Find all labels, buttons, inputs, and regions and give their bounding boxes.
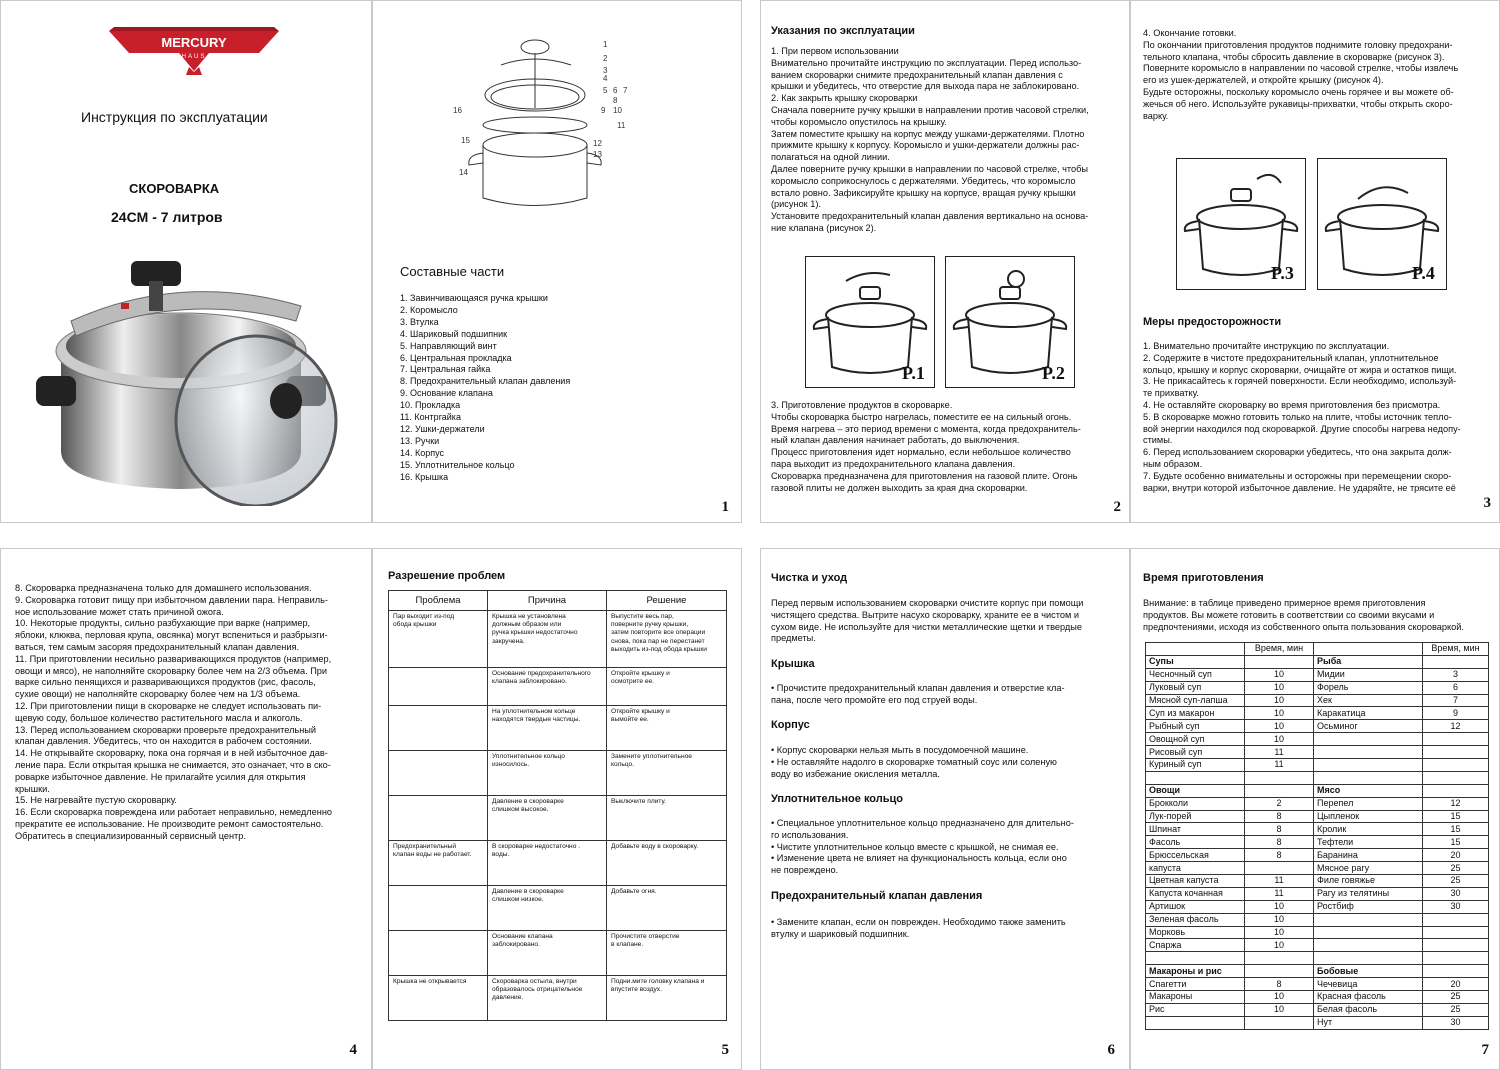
dish-cell: Чечевица [1314, 978, 1423, 991]
dish-cell: Спаржа [1146, 939, 1245, 952]
dish-cell [1314, 746, 1423, 759]
table-row: Пар выходит из-под обода крышки Крышка не установлена должным образом или ручка крышки недостаточно закручена. Выпустите весь пар, поверните ручку крышки, затем повторите все операции снова, пока пар не перестанет выходить из-под обода крышки [389, 611, 727, 668]
diagram-num: 2 [603, 54, 608, 63]
subsection-heading: Крышка [771, 658, 815, 670]
time-cell: 20 [1423, 849, 1489, 862]
time-cell [1423, 913, 1489, 926]
usage-text: 1. При первом использовании Внимательно прочитайте инструкцию по эксплуатации. Перед использо- ванием скороварки снимите предохранительный клапан давления с крышки и убедитесь, что отверстие для выхода пара не заблокировано. 2. Как закрыть крышку скороварки Сначала поверните ручку крышки в направлении против часовой стрелки, чтобы коромысло опустилось на крышку. Затем поместите крышку на корпус между ушками-держателями. Плотно прижмите крышку к корпусу. Коромысло и ушки-держатели должны рас- полагаться на одной линии. Далее поверните ручку крышки в направлении по часовой стрелке, чтобы коромысло соприкоснулось с держателями. Убедитесь, что коромысло встало ровно. Зафиксируйте крышку на корпусе, вращая ручку крышки (рисунок 1). Установите предохранительный клапан давления вертикально на основа- ние клапана (рисунок 2). [771, 46, 1089, 233]
dish-cell: Чесночный суп [1146, 668, 1245, 681]
dish-cell: Нут [1314, 1016, 1423, 1029]
dish-cell: Мидии [1314, 668, 1423, 681]
figure-1 [805, 256, 935, 388]
dish-cell: Белая фасоль [1314, 1003, 1423, 1016]
dish-cell: Рыба [1314, 655, 1423, 668]
table-row: Давление в скороварке слишком низкое. Добавьте огня. [389, 886, 727, 931]
time-cell: 8 [1245, 810, 1314, 823]
diagram-num: 9 [601, 106, 606, 115]
list-item: 7. Центральная гайка [400, 364, 491, 375]
time-cell: 15 [1423, 823, 1489, 836]
time-cell: 30 [1423, 900, 1489, 913]
column-header: Проблема [389, 591, 488, 611]
time-cell [1423, 771, 1489, 784]
table-row: Уплотнительное кольцо износилось. Замените уплотнительное кольцо. [389, 751, 727, 796]
figure-4 [1317, 158, 1447, 290]
time-cell [1245, 784, 1314, 797]
list-item: 5. Направляющий винт [400, 340, 497, 351]
page-number: 7 [1481, 1042, 1489, 1058]
dish-cell: Красная фасоль [1314, 991, 1423, 1004]
table-row [1146, 900, 1489, 913]
table-row [1146, 823, 1489, 836]
time-cell: 10 [1245, 991, 1314, 1004]
dish-cell: Мясной суп-лапша [1146, 694, 1245, 707]
table-row [1146, 733, 1489, 746]
time-cell: 8 [1245, 978, 1314, 991]
time-cell: 11 [1245, 887, 1314, 900]
dish-cell: Зеленая фасоль [1146, 913, 1245, 926]
table-row [1146, 784, 1489, 797]
cooking-time-note: Внимание: в таблице приведено примерное время приготовления продуктов. Вы можете готовить в соответствии со своими вкусами и предпочтениями, исходя из собственного опыта пользования скороваркой. [1143, 598, 1464, 632]
dish-cell: Баранина [1314, 849, 1423, 862]
figure-label: P.2 [1042, 363, 1065, 383]
time-cell: 10 [1245, 694, 1314, 707]
page-number: 3 [1483, 495, 1491, 511]
pressure-cooker-photo [31, 251, 341, 506]
brand-sub: HAUS [181, 54, 207, 60]
dish-cell: Рагу из телятины [1314, 887, 1423, 900]
time-cell: 10 [1245, 681, 1314, 694]
page-number: 6 [1107, 1042, 1115, 1058]
figure-label: P.4 [1412, 263, 1435, 283]
list-item: 13. Ручки [400, 435, 440, 446]
dish-cell: Капуста кочанная [1146, 887, 1245, 900]
dish-cell: Цветная капуста [1146, 875, 1245, 888]
list-item: 10. Прокладка [400, 400, 461, 411]
troubleshooting-table [388, 590, 727, 1021]
time-cell: 8 [1245, 823, 1314, 836]
section-heading: Чистка и уход [771, 572, 848, 584]
brand-logo [109, 23, 279, 83]
finish-text: 4. Окончание готовки. По окончании приготовления продуктов поднимите головку предохрани- тельного клапана, чтобы сбросить давление в скороварке (рисунок 3). Поверните коромысло в направлении по часовой стрелке, чтобы извлечь его из ушек-держателей, и откройте крышку (рисунок 4). Будьте осторожны, поскольку коромысло очень горячее и вы можете об- жечься об него. Используйте рукавицы-прихватки, чтобы открыть скоро- варку. [1143, 28, 1459, 121]
list-item: 16. Крышка [400, 471, 449, 482]
dish-cell [1314, 759, 1423, 772]
parts-list [400, 293, 570, 484]
table-row: Основание предохранительного клапана заблокировано. Откройте крышку и осмотрите ее. [389, 668, 727, 706]
page-7 [1130, 548, 1500, 1070]
list-item: 15. Уплотнительное кольцо [400, 459, 515, 470]
page-1 [372, 0, 742, 523]
table-row [1146, 1003, 1489, 1016]
time-cell: 30 [1423, 887, 1489, 900]
dish-cell: Филе говяжье [1314, 875, 1423, 888]
diagram-num: 6 [613, 86, 618, 95]
dish-cell: Бобовые [1314, 965, 1423, 978]
table-row [1146, 655, 1489, 668]
dish-cell: Артишок [1146, 900, 1245, 913]
time-cell: 10 [1245, 707, 1314, 720]
dish-cell [1314, 939, 1423, 952]
dish-cell: Цыпленок [1314, 810, 1423, 823]
dish-cell: Рисовый суп [1146, 746, 1245, 759]
time-cell: 25 [1423, 875, 1489, 888]
page-2 [760, 0, 1130, 523]
list-item: 9. Основание клапана [400, 388, 493, 399]
diagram-num: 15 [461, 136, 470, 145]
table-row [1146, 939, 1489, 952]
table-row: Основание клапана заблокировано. Прочистите отверстие в клапане. [389, 931, 727, 976]
dish-cell: Брюссельская [1146, 849, 1245, 862]
product-size: 24CM - 7 литров [111, 209, 223, 225]
list-item: 8. Предохранительный клапан давления [400, 376, 571, 387]
section-heading: Время приготовления [1143, 572, 1264, 584]
dish-cell: Рыбный суп [1146, 720, 1245, 733]
page-number: 2 [1113, 499, 1121, 515]
diagram-num: 12 [593, 139, 602, 148]
dish-cell: Каракатица [1314, 707, 1423, 720]
list-item: 1. Завинчивающаяся ручка крышки [400, 293, 548, 303]
time-cell: 8 [1245, 849, 1314, 862]
figure-3 [1176, 158, 1306, 290]
table-row [1146, 746, 1489, 759]
cooker-figure-icon [806, 257, 934, 387]
time-cell: 12 [1423, 720, 1489, 733]
time-cell: 10 [1245, 900, 1314, 913]
time-cell: 8 [1245, 836, 1314, 849]
time-cell: 11 [1245, 759, 1314, 772]
time-cell: 10 [1245, 720, 1314, 733]
section-heading: Указания по эксплуатации [771, 25, 915, 37]
time-cell: 20 [1423, 978, 1489, 991]
time-cell: 10 [1245, 926, 1314, 939]
table-row [1146, 875, 1489, 888]
dish-cell: Супы [1146, 655, 1245, 668]
time-cell: 10 [1245, 913, 1314, 926]
dish-cell: Овощи [1146, 784, 1245, 797]
dish-cell: Шпинат [1146, 823, 1245, 836]
subsection-heading: Предохранительный клапан давления [771, 890, 983, 902]
list-item: 4. Шариковый подшипник [400, 328, 508, 339]
page-4 [0, 548, 372, 1070]
time-cell [1245, 965, 1314, 978]
dish-cell: капуста [1146, 862, 1245, 875]
valve-care-text: • Замените клапан, если он поврежден. Необходимо также заменить втулку и шариковый подшипник. [771, 917, 1066, 939]
time-cell [1423, 759, 1489, 772]
time-cell [1245, 952, 1314, 965]
dish-cell [1314, 952, 1423, 965]
table-row: Предохранительный клапан воды не работает. В скороварке недостаточно . воды. Добавьте воду в скороварку. [389, 841, 727, 886]
table-row [1146, 681, 1489, 694]
diagram-num: 7 [623, 86, 628, 95]
time-cell: 25 [1423, 1003, 1489, 1016]
table-row [1146, 849, 1489, 862]
diagram-num: 3 [603, 66, 608, 75]
time-cell [1423, 784, 1489, 797]
time-cell: 15 [1423, 836, 1489, 849]
column-header: Решение [607, 591, 727, 611]
table-row [1146, 862, 1489, 875]
time-cell: 2 [1245, 797, 1314, 810]
figure-2 [945, 256, 1075, 388]
dish-cell: Осьминог [1314, 720, 1423, 733]
diagram-num: 4 [603, 74, 608, 83]
dish-cell: Морковь [1146, 926, 1245, 939]
dish-cell: Хек [1314, 694, 1423, 707]
dish-cell: Рис [1146, 1003, 1245, 1016]
time-cell: 6 [1423, 681, 1489, 694]
time-cell: 10 [1245, 939, 1314, 952]
time-cell: 11 [1245, 875, 1314, 888]
diagram-num: 16 [453, 106, 462, 115]
table-row [1146, 887, 1489, 900]
precautions-continued-text: 8. Скороварка предназначена только для домашнего использования. 9. Скороварка готовит пищу при избыточном давлении пара. Неправиль- ное использование может стать причиной ожога. 10. Некоторые продукты, сильно разбухающие при варке (например, яблоки, клюква, перловая крупа, овсянка) могут вспениться и разбрызги- ваться, тем самым засоряя предохранительный клапан давления. 11. При приготовлении несильно разваривающихся продуктов (например, овощи и мясо), не наполняйте скороварку более чем на 2/3 объема. При варке сильно пенящихся и разваривающихся продуктов (рис, фасоль, сухие овощи) не наполняйте скороварку более чем на 1/3 объема. 12. При приготовлении пищи в скороварке не следует использовать пи- щевую соду, большое количество растительного масла и алкоголь. 13. Перед использованием скороварки проверьте предохранительный клапан давления. Убедитесь, что он находится в рабочем состоянии. 14. Не открывайте скороварку, пока она горячая и в ней избыточное дав- ление пара. Если открытая крышка не снимается, это означает, что в ско- роварке избыточное давление. Не прилагайте усилия для открытия крышки. 15. Не нагревайте пустую скороварку. 16. Если скороварка повреждена или работает неправильно, немедленно прекратите ее использование. Не производите ремонт самостоятельно. Обратитесь в специализированный сервисный центр. [15, 583, 333, 841]
table-row [1146, 759, 1489, 772]
table-row [1146, 913, 1489, 926]
table-row [1146, 952, 1489, 965]
cooker-figure-icon [946, 257, 1074, 387]
time-cell [1423, 655, 1489, 668]
precautions-text: 1. Внимательно прочитайте инструкцию по эксплуатации. 2. Содержите в чистоте предохранительный клапан, уплотнительное кольцо, крышку и корпус скороварки, очищайте от жира и остатков пищи. 3. Не прикасайтесь к горячей поверхности. Если необходимо, используй- те прихватку. 4. Не оставляйте скороварку во время приготовления без присмотра. 5. В скороварке можно готовить только на плите, чтобы источник тепло- вой энергии находился под скороваркой. Другие способы нагрева недопу- стимы. 6. Перед использованием скороварки убедитесь, что она закрыта долж- ным образом. 7. Будьте особенно внимательны и осторожны при перемещении скоро- варки, внутри которой избыточное давление. Не ударяйте, не трясите её [1143, 341, 1461, 493]
table-row [1146, 771, 1489, 784]
cooker-figure-icon [1177, 159, 1305, 289]
dish-cell: Куриный суп [1146, 759, 1245, 772]
dish-cell: Перепел [1314, 797, 1423, 810]
dish-cell [1146, 952, 1245, 965]
table-row [1146, 720, 1489, 733]
body-care-text: • Корпус скороварки нельзя мыть в посудомоечной машине. • Не оставляйте надолго в скороварке томатный соус или соленую воду во избежание окисления металла. [771, 745, 1057, 779]
table-row: На уплотнительном кольце находятся твердые частицы. Откройте крышку и вымойте ее. [389, 706, 727, 751]
dish-cell: Кролик [1314, 823, 1423, 836]
list-item: 2. Коромысло [400, 304, 458, 315]
time-cell: 9 [1423, 707, 1489, 720]
dish-cell: Брокколи [1146, 797, 1245, 810]
figure-label: P.3 [1271, 263, 1294, 283]
diagram-num: 1 [603, 40, 608, 49]
list-item: 3. Втулка [400, 316, 439, 327]
column-header: Причина [488, 591, 607, 611]
page-number: 1 [721, 499, 729, 515]
time-cell: 11 [1245, 746, 1314, 759]
diagram-num: 5 [603, 86, 608, 95]
dish-cell: Ростбиф [1314, 900, 1423, 913]
dish-cell [1146, 771, 1245, 784]
time-cell: 10 [1245, 733, 1314, 746]
table-row [1146, 707, 1489, 720]
brand-name: MERCURY [161, 35, 227, 50]
table-row: Давление в скороварке слишком высокое. Выключите плиту. [389, 796, 727, 841]
column-header: Время, мин [1423, 643, 1489, 656]
diagram-num: 14 [459, 168, 468, 177]
time-cell: 30 [1423, 1016, 1489, 1029]
table-row [1146, 1016, 1489, 1029]
list-item: 6. Центральная прокладка [400, 352, 512, 363]
time-cell: 10 [1245, 1003, 1314, 1016]
subsection-heading: Корпус [771, 719, 810, 731]
dish-cell [1314, 926, 1423, 939]
time-cell [1423, 965, 1489, 978]
dish-cell: Тефтели [1314, 836, 1423, 849]
table-row [1146, 926, 1489, 939]
dish-cell: Форель [1314, 681, 1423, 694]
table-row [1146, 965, 1489, 978]
table-row [1146, 836, 1489, 849]
list-item: 14. Корпус [400, 447, 445, 458]
table-row [1146, 810, 1489, 823]
time-cell [1423, 926, 1489, 939]
figure-label: P.1 [902, 363, 925, 383]
time-cell: 7 [1423, 694, 1489, 707]
page-6 [760, 548, 1130, 1070]
lid-care-text: • Прочистите предохранительный клапан давления и отверстие кла- пана, после чего промойте его под струей воды. [771, 683, 1065, 705]
time-cell [1245, 655, 1314, 668]
dish-cell: Суп из макарон [1146, 707, 1245, 720]
dish-cell: Спагетти [1146, 978, 1245, 991]
section-heading: Меры предосторожности [1143, 316, 1282, 328]
time-cell: 25 [1423, 862, 1489, 875]
list-item: 11. Контргайка [400, 412, 461, 423]
time-cell [1423, 952, 1489, 965]
dish-cell: Мясо [1314, 784, 1423, 797]
page-number: 5 [721, 1042, 729, 1058]
dish-cell: Луковый суп [1146, 681, 1245, 694]
dish-cell: Овощной суп [1146, 733, 1245, 746]
time-cell [1245, 862, 1314, 875]
cooker-figure-icon [1318, 159, 1446, 289]
time-cell [1245, 1016, 1314, 1029]
time-cell: 12 [1423, 797, 1489, 810]
table-row: Крышка не открывается Скороварка остыла, внутри образовалось отрицательное давление. Подни.мите головку клапана и впустите воздух. [389, 976, 727, 1021]
cover-page [0, 0, 372, 523]
dish-cell: Макароны и рис [1146, 965, 1245, 978]
parts-title: Составные части [400, 264, 505, 279]
table-row [1146, 668, 1489, 681]
cleaning-intro: Перед первым использованием скороварки очистите корпус при помощи чистящего средства. Вытрите насухо скороварку, храните ее в чистом и сухом виде. Не используйте для чистки металлические щетки и твердые предметы. [771, 598, 1084, 644]
diagram-num: 13 [593, 150, 602, 159]
table-row [1146, 978, 1489, 991]
dish-cell: Фасоль [1146, 836, 1245, 849]
dish-cell [1146, 1016, 1245, 1029]
ring-care-text: • Специальное уплотнительное кольцо предназначено для длительно- го использования. • Чистите уплотнительное кольцо вместе с крышкой, не снимая ее. • Изменение цвета не влияет на функциональность кольца, если оно не повреждено. [771, 818, 1074, 876]
dish-cell [1314, 733, 1423, 746]
dish-cell [1314, 771, 1423, 784]
page-3 [1130, 0, 1500, 523]
exploded-parts-diagram [453, 33, 643, 213]
time-cell: 3 [1423, 668, 1489, 681]
cooking-time-table [1145, 642, 1489, 1030]
diagram-num: 8 [613, 96, 618, 105]
cooking-text: 3. Приготовление продуктов в скороварке. Чтобы скороварка быстро нагрелась, поместите ее на сильный огонь. Время нагрева – это период времени с момента, когда предохранитель- ный клапан давления начинает работать, до выключения. Процесс приготовления идет нормально, если небольшое количество пара выходит из предохранительного клапана давления. Скороварка предназначена для приготовления на газовой плите. Огонь газовой плиты не должен выходить за края дна скороварки. [771, 400, 1081, 493]
table-row [1146, 797, 1489, 810]
time-cell [1423, 746, 1489, 759]
diagram-num: 11 [617, 121, 626, 130]
product-name: СКОРОВАРКА [129, 181, 220, 196]
time-cell [1423, 733, 1489, 746]
table-row [1146, 991, 1489, 1004]
page-5 [372, 548, 742, 1070]
diagram-num: 10 [613, 106, 622, 115]
dish-cell [1314, 913, 1423, 926]
time-cell: 15 [1423, 810, 1489, 823]
subsection-heading: Уплотнительное кольцо [771, 793, 903, 805]
column-header: Время, мин [1245, 643, 1314, 656]
time-cell: 10 [1245, 668, 1314, 681]
time-cell: 25 [1423, 991, 1489, 1004]
time-cell [1245, 771, 1314, 784]
cover-title: Инструкция по эксплуатации [81, 109, 268, 125]
list-item: 12. Ушки-держатели [400, 423, 485, 434]
dish-cell: Мясное рагу [1314, 862, 1423, 875]
page-number: 4 [349, 1042, 357, 1058]
table-row [1146, 694, 1489, 707]
dish-cell: Макароны [1146, 991, 1245, 1004]
section-heading: Разрешение проблем [388, 570, 506, 582]
dish-cell: Лук-порей [1146, 810, 1245, 823]
time-cell [1423, 939, 1489, 952]
